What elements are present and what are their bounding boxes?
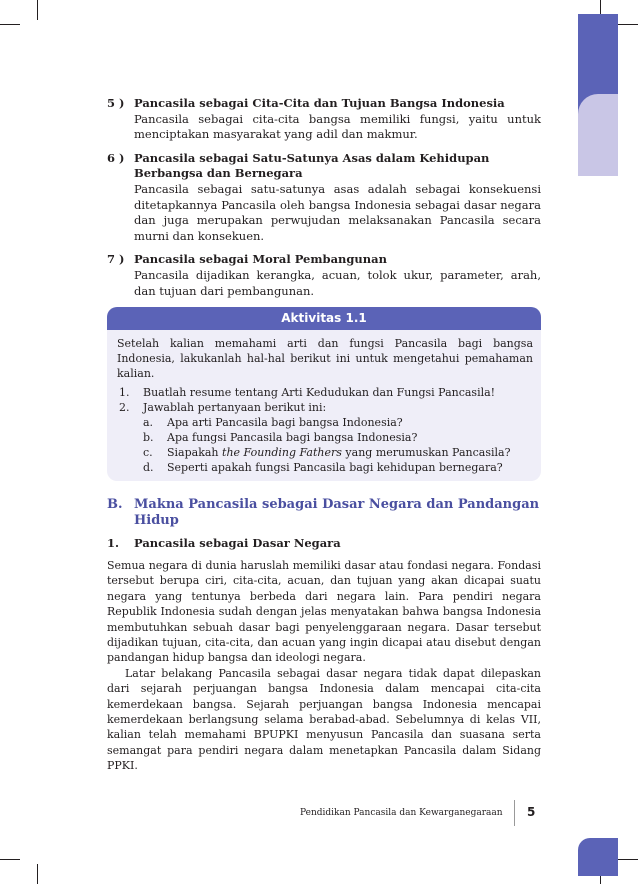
activity-item — [119, 400, 533, 415]
activity-subitem-letter: a. — [143, 416, 154, 430]
item-number: 7 ) — [107, 252, 125, 267]
page-number: 5 — [527, 805, 536, 819]
list-item — [107, 96, 541, 143]
crop-mark — [37, 0, 38, 20]
activity-box — [107, 307, 541, 481]
item-title: Pancasila sebagai Moral Pembangunan — [134, 252, 387, 267]
item-text: Pancasila dijadikan kerangka, acuan, tolok ukur, parameter, arah, dan tujuan dari pembangunan. — [134, 267, 541, 298]
item-number: 5 ) — [107, 96, 125, 110]
activity-subitem — [119, 415, 533, 430]
activity-title: Aktivitas 1.1 — [107, 307, 541, 330]
subsection-heading — [107, 536, 541, 552]
item-text: Pancasila sebagai satu-satunya asas adalah sebagai konsekuensi ditetapkannya Pancasila oleh bangsa Indonesia sebagai dasar negara dan juga merupakan perwujudan melaksanakan Pancasila secara murni dan konsekuen. — [134, 181, 541, 243]
list-item — [107, 252, 541, 299]
section-heading — [107, 497, 541, 528]
activity-item-text: Buatlah resume tentang Arti Kedudukan dan Fungsi Pancasila! — [143, 386, 496, 400]
section-title: Makna Pancasila sebagai Dasar Negara dan Pandangan Hidup — [134, 497, 540, 528]
crop-mark — [37, 864, 38, 884]
page-content — [107, 96, 541, 774]
activity-intro: Setelah kalian memahami arti dan fungsi Pancasila bagi bangsa Indonesia, lakukanlah hal-hal berikut ini untuk mengetahui pemahaman kalian. — [117, 337, 533, 381]
side-tab-bottom — [578, 838, 618, 876]
item-text: Pancasila sebagai cita-cita bangsa memiliki fungsi, yaitu untuk menciptakan masyarakat yang adil dan makmur. — [134, 111, 541, 142]
activity-subitem — [119, 430, 533, 445]
crop-mark — [617, 859, 638, 860]
crop-mark — [0, 859, 20, 860]
activity-item-number: 2. — [119, 401, 130, 415]
activity-subitem-letter: d. — [143, 461, 154, 475]
subsection-number: 1. — [107, 536, 120, 551]
item-title: Pancasila sebagai Cita-Cita dan Tujuan Bangsa Indonesia — [134, 96, 505, 110]
side-tab-top-accent — [578, 94, 618, 176]
item-title: Pancasila sebagai Satu-Satunya Asas dalam Kehidupan Berbangsa dan Bernegara — [134, 150, 490, 181]
activity-item — [119, 385, 533, 400]
item-number: 6 ) — [107, 150, 125, 165]
activity-subitem — [119, 445, 533, 460]
activity-subitem-letter: b. — [143, 431, 154, 445]
activity-subitem-text: Apa fungsi Pancasila bagi bangsa Indonesia? — [167, 431, 418, 445]
list-item — [107, 151, 541, 245]
emphasis-text: the Founding Fathers — [222, 446, 342, 460]
subsection-title: Pancasila sebagai Dasar Negara — [134, 536, 341, 551]
activity-subitem-text: Apa arti Pancasila bagi bangsa Indonesia? — [167, 416, 403, 430]
activity-item-text: Jawablah pertanyaan berikut ini: — [143, 401, 327, 415]
crop-mark — [0, 24, 20, 25]
activity-item-number: 1. — [119, 386, 130, 400]
body-paragraph: Latar belakang Pancasila sebagai dasar negara tidak dapat dilepaskan dari sejarah perjuangan bangsa Indonesia dalam mencapai cita-cita kemerdekaan bangsa. Sejarah perjuangan bangsa Indonesia mencapai kemerdekaan berlangsung selama berabad-abad. Sebelumnya di kelas VII, kalian telah memahami BPUPKI menyusun Pancasila dan suasana serta semangat para pendiri negara dalam menetapkan Pancasila dalam Sidang PPKI. — [107, 666, 541, 773]
footer-book-title: Pendidikan Pancasila dan Kewarganegaraan — [300, 808, 503, 818]
activity-subitem-letter: c. — [143, 446, 153, 460]
activity-subitem-text: Seperti apakah fungsi Pancasila bagi kehidupan bernegara? — [167, 461, 503, 475]
body-paragraph: Semua negara di dunia haruslah memiliki dasar atau fondasi negara. Fondasi tersebut berupa ciri, cita-cita, acuan, dan tujuan yang akan dicapai suatu negara yang tentunya berbeda dari negara lain. Para pendiri negara Republik Indonesia sudah dengan jelas menyatakan bahwa bangsa Indonesia membutuhkan sebuah dasar bagi penyelenggaraan negara. Dasar tersebut dijadikan tujuan, cita-cita, dan acuan yang ingin dicapai atau disebut dengan pandangan hidup bangsa dan ideologi negara. — [107, 558, 541, 665]
footer-divider — [514, 800, 515, 826]
crop-mark — [617, 24, 638, 25]
activity-subitem — [119, 460, 533, 475]
section-letter: B. — [107, 497, 123, 513]
activity-list — [107, 385, 541, 475]
activity-subitem-text: Siapakah the Founding Fathers yang merumuskan Pancasila? — [167, 446, 511, 460]
